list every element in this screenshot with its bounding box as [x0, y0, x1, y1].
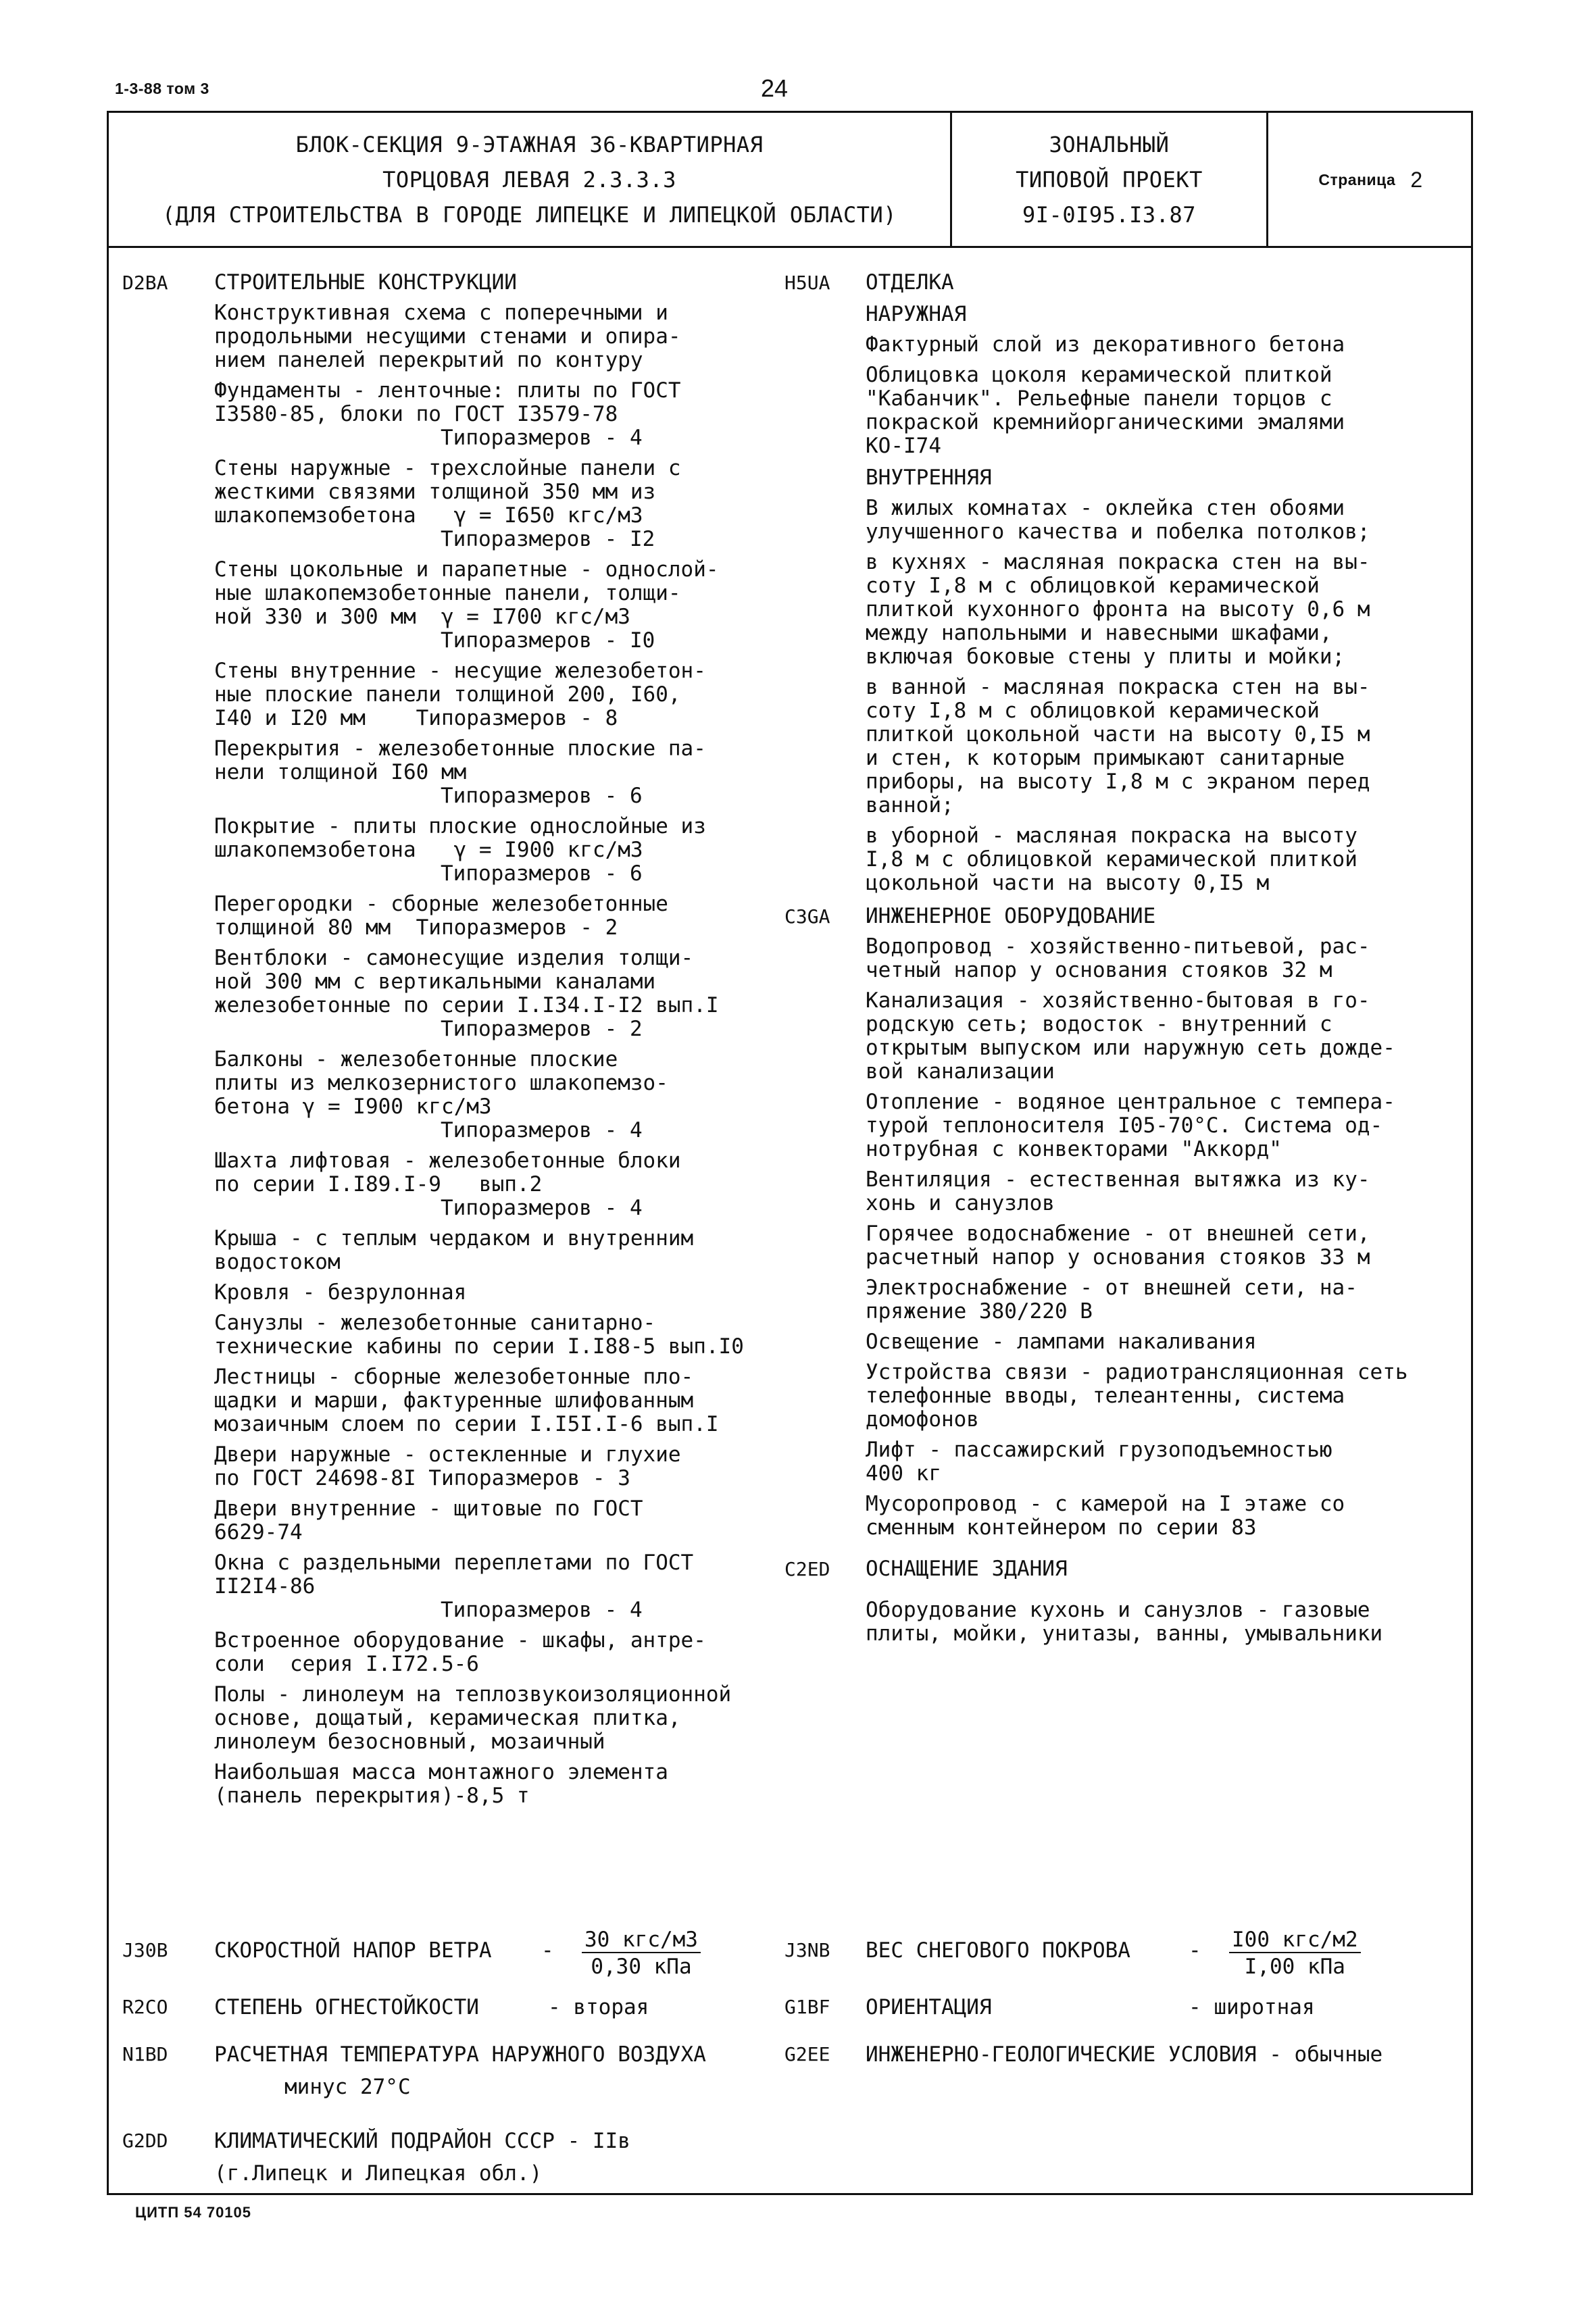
text-line: Отопление - водяное центральное с темпера-: [866, 1090, 1395, 1114]
text-line: Электроснабжение - от внешней сети, на-: [866, 1276, 1357, 1300]
param-code: G1BF: [784, 1996, 830, 2018]
sheet-label: Страница: [1318, 170, 1396, 188]
project-designation: [952, 113, 1268, 246]
text-line: Стены внутренние - несущие железобетон-: [214, 659, 706, 683]
text-line: плиты из мелкозернистого шлакопемзо-: [214, 1071, 668, 1095]
text-line: Двери внутренние - щитовые по ГОСТ: [214, 1496, 643, 1521]
text-line: Конструктивная схема с поперечными и: [214, 301, 668, 325]
text-item: [866, 1361, 1474, 1432]
text-line: расчетный напор у основания стояков 33 м: [866, 1245, 1370, 1269]
text-item: [214, 815, 791, 886]
text-item: [214, 892, 791, 940]
text-line: Встроенное оборудование - шкафы, антре-: [214, 1628, 706, 1653]
outer-finish-items: [778, 333, 1474, 458]
param-code: J3NB: [784, 1939, 830, 1961]
text-item: [866, 935, 1474, 982]
project-line: ЗОНАЛЬНЫЙ: [1049, 131, 1170, 157]
param-dash: -: [541, 1938, 554, 1963]
text-line: Перекрытия - железобетонные плоские па-: [214, 736, 706, 761]
text-line: включая боковые стены у плиты и мойки;: [866, 645, 1345, 669]
sheet-value: 2: [1410, 167, 1423, 192]
inner-finish-items: [778, 497, 1474, 895]
section-code: H5UA: [784, 272, 830, 294]
text-line: Крыша - с теплым чердаком и внутренним: [214, 1226, 694, 1251]
param-denominator: I,00 кПа: [1244, 1955, 1345, 1979]
sheet-number: [1268, 113, 1473, 246]
param-label: ОРИЕНТАЦИЯ: [866, 1995, 992, 2019]
text-line: между напольными и навесными шкафами,: [866, 621, 1332, 645]
text-line: Оборудование кухонь и санузлов - газовые: [866, 1598, 1370, 1622]
text-line: Водопровод - хозяйственно-питьевой, рас-: [866, 934, 1370, 959]
param-value: минус 27°С: [284, 2075, 411, 2099]
text-line: в ванной - масляная покраска стен на вы-: [866, 675, 1370, 699]
text-line: ванной;: [866, 793, 954, 818]
text-line: Освещение - лампами накаливания: [866, 1330, 1257, 1354]
text-item: [866, 676, 1474, 818]
text-line: вой канализации: [866, 1059, 1055, 1084]
text-item: [214, 659, 791, 730]
engineering-items: [778, 935, 1474, 1540]
subsection-inner: ВНУТРЕННЯЯ: [866, 466, 992, 490]
text-line: телефонные вводы, телеантенны, система: [866, 1384, 1345, 1408]
text-line: пряжение 380/220 В: [866, 1299, 1093, 1324]
section-equipment: [778, 1557, 1474, 1646]
text-line: I40 и I20 мм Типоразмеров - 8: [214, 706, 618, 730]
text-line: Лестницы - сборные железобетонные пло-: [214, 1365, 694, 1389]
text-line: жесткими связями толщиной 350 мм из: [214, 480, 656, 504]
text-line: Вентиляция - естественная вытяжка из ку-: [866, 1167, 1370, 1192]
text-line: Лифт - пассажирский грузоподъемностью: [866, 1438, 1332, 1462]
section-title: ОСНАЩЕНИЕ ЗДАНИЯ: [866, 1557, 1068, 1581]
text-item: [214, 1149, 791, 1220]
text-line: открытым выпуском или наружную сеть дожде-: [866, 1036, 1395, 1060]
param-label: КЛИМАТИЧЕСКИЙ ПОДРАЙОН СССР - IIв: [214, 2129, 630, 2153]
text-item: [214, 1443, 791, 1490]
text-line: толщиной 80 мм Типоразмеров - 2: [214, 915, 618, 940]
text-line: линолеум безосновный, мозаичный: [214, 1730, 605, 1754]
text-line: в кухнях - масляная покраска стен на вы-: [866, 550, 1370, 574]
section-title: ОТДЕЛКА: [866, 270, 954, 295]
text-line: нием панелей перекрытий по контуру: [214, 348, 643, 372]
drawing-frame: [107, 111, 1473, 2195]
text-item: [866, 1330, 1474, 1354]
text-line: Мусоропровод - с камерой на I этаже со: [866, 1492, 1345, 1516]
text-line: покраской кремнийорганическими эмалями: [866, 410, 1345, 434]
text-line: Окна с раздельными переплетами по ГОСТ: [214, 1551, 694, 1575]
text-item: [214, 1551, 791, 1622]
text-line: Шахта лифтовая - железобетонные блоки: [214, 1149, 681, 1173]
param-label: ИНЖЕНЕРНО-ГЕОЛОГИЧЕСКИЕ УСЛОВИЯ - обычные: [866, 2042, 1383, 2067]
text-line: Двери наружные - остекленные и глухие: [214, 1442, 681, 1467]
text-line: ные шлакопемзобетонные панели, толщи-: [214, 581, 681, 605]
param-label: СТЕПЕНЬ ОГНЕСТОЙКОСТИ: [214, 1995, 479, 2019]
text-item: [866, 1492, 1474, 1540]
text-line: Санузлы - железобетонные санитарно-: [214, 1311, 656, 1335]
subsection-outer: НАРУЖНАЯ: [866, 302, 967, 326]
text-line: и стен, к которым примыкают санитарные: [866, 746, 1345, 770]
text-line: ной 330 и 300 мм γ = I700 кгс/м3: [214, 605, 630, 629]
text-item: [866, 497, 1474, 544]
text-item: [866, 1090, 1474, 1161]
text-line: Кровля - безрулонная: [214, 1280, 467, 1305]
text-item: [214, 1227, 791, 1274]
text-line: соли серия I.I72.5-6: [214, 1652, 479, 1676]
param-code: G2EE: [784, 2043, 830, 2065]
text-line: родскую сеть; водосток - внутренний с: [866, 1012, 1332, 1036]
type-count: Типоразмеров - I2: [441, 527, 655, 551]
type-count: Типоразмеров - 2: [441, 1017, 643, 1041]
section-code: D2BA: [122, 272, 168, 294]
text-line: четный напор у основания стояков 32 м: [866, 958, 1332, 982]
text-item: [866, 1599, 1474, 1646]
right-column: [778, 271, 1474, 1651]
text-item: [214, 947, 791, 1041]
text-line: Фактурный слой из декоративного бетона: [866, 332, 1345, 357]
text-line: Фундаменты - ленточные: плиты по ГОСТ: [214, 378, 681, 403]
text-line: Вентблоки - самонесущие изделия толщи-: [214, 946, 694, 970]
text-line: ной 300 мм с вертикальными каналами: [214, 970, 656, 994]
text-line: продольными несущими стенами и опира-: [214, 324, 681, 349]
param-fraction: [582, 1928, 701, 1979]
text-line: "Кабанчик". Рельефные панели торцов с: [866, 386, 1332, 411]
param-denominator: 0,30 кПа: [591, 1955, 692, 1979]
text-item: [866, 1438, 1474, 1486]
type-count: Типоразмеров - I0: [441, 628, 655, 653]
text-line: плиты, мойки, унитазы, ванны, умывальники: [866, 1621, 1383, 1646]
type-count: Типоразмеров - 6: [441, 784, 643, 808]
title-line: (ДЛЯ СТРОИТЕЛЬСТВА В ГОРОДЕ ЛИПЕЦКЕ И ЛИПЕЦКОЙ ОБЛАСТИ): [161, 201, 897, 228]
document-title: [109, 113, 952, 246]
text-line: цокольной части на высоту 0,I5 м: [866, 871, 1270, 895]
section-title: ИНЖЕНЕРНОЕ ОБОРУДОВАНИЕ: [866, 904, 1156, 928]
title-line: БЛОК-СЕКЦИЯ 9-ЭТАЖНАЯ 36-КВАРТИРНАЯ: [295, 131, 764, 157]
text-line: Покрытие - плиты плоские однослойные из: [214, 814, 706, 838]
text-line: сменным контейнером по серии 83: [866, 1515, 1257, 1540]
text-item: [214, 1311, 791, 1359]
text-line: Стены цокольные и парапетные - однослой-: [214, 557, 719, 582]
text-line: I,8 м с облицовкой керамической плиткой: [866, 847, 1357, 872]
text-item: [214, 1365, 791, 1436]
text-item: [214, 558, 791, 653]
text-line: соту I,8 м с облицовкой керамической: [866, 574, 1320, 598]
text-line: В жилых комнатах - оклейка стен обоями: [866, 496, 1345, 520]
section-code: C2ED: [784, 1558, 830, 1580]
equipment-items: [778, 1599, 1474, 1646]
text-item: [866, 1222, 1474, 1269]
text-item: [866, 363, 1474, 458]
text-line: железобетонные по серии I.I34.I-I2 вып.I: [214, 993, 719, 1017]
text-item: [866, 333, 1474, 357]
text-item: [866, 1168, 1474, 1215]
section-engineering: [778, 905, 1474, 1540]
param-value: (г.Липецк и Липецкая обл.): [214, 2161, 543, 2186]
text-line: по серии I.I89.I-9 вып.2: [214, 1172, 543, 1197]
text-line: бетона γ = I900 кгс/м3: [214, 1095, 492, 1119]
text-line: щадки и марши, фактуренные шлифованным: [214, 1388, 694, 1413]
text-line: турой теплоносителя I05-70°С. Система од-: [866, 1113, 1383, 1138]
text-item: [866, 824, 1474, 895]
param-value: - широтная: [1189, 1995, 1315, 2019]
text-line: ные плоские панели толщиной 200, I60,: [214, 682, 681, 707]
document-reference: 1-3-88 том 3: [115, 80, 209, 97]
param-code: N1BD: [122, 2043, 168, 2065]
text-line: нели толщиной I60 мм: [214, 760, 467, 784]
text-line: Облицовка цоколя керамической плиткой: [866, 363, 1332, 387]
project-line: ТИПОВОЙ ПРОЕКТ: [1016, 166, 1203, 193]
text-item: [214, 1683, 791, 1754]
text-item: [214, 457, 791, 551]
text-line: домофонов: [866, 1407, 979, 1432]
param-value: - вторая: [548, 1995, 649, 2019]
text-line: основе, дощатый, керамическая плитка,: [214, 1706, 681, 1730]
page-number: 24: [761, 74, 789, 102]
text-line: Стены наружные - трехслойные панели с: [214, 456, 681, 480]
param-numerator: 30 кгс/м3: [582, 1928, 701, 1953]
text-line: Канализация - хозяйственно-бытовая в го-: [866, 988, 1370, 1013]
text-item: [214, 1281, 791, 1305]
text-item: [214, 1497, 791, 1544]
text-line: Наибольшая масса монтажного элемента: [214, 1760, 668, 1784]
type-count: Типоразмеров - 6: [441, 861, 643, 886]
text-item: [214, 737, 791, 808]
param-dash: -: [1189, 1938, 1201, 1963]
param-numerator: I00 кгс/м2: [1229, 1928, 1361, 1953]
text-item: [214, 1629, 791, 1676]
text-line: хонь и санузлов: [866, 1191, 1055, 1215]
project-line: 9I-0I95.I3.87: [1022, 201, 1196, 228]
text-item: [214, 301, 791, 372]
param-code: G2DD: [122, 2130, 168, 2152]
param-wind: [109, 1928, 784, 1988]
text-line: плиткой кухонного фронта на высоту 0,6 м: [866, 597, 1370, 622]
text-line: приборы, на высоту I,8 м с экраном перед: [866, 770, 1370, 794]
text-line: Горячее водоснабжение - от внешней сети,: [866, 1222, 1370, 1246]
structure-items: [109, 301, 791, 1808]
text-line: 6629-74: [214, 1520, 303, 1544]
section-structures: [109, 271, 791, 1808]
text-line: мозаичным слоем по серии I.I5I.I-6 вып.I: [214, 1412, 719, 1436]
text-line: шлакопемзобетона γ = I650 кгс/м3: [214, 503, 643, 528]
section-finish: [778, 271, 1474, 895]
param-label: СКОРОСТНОЙ НАПОР ВЕТРА: [214, 1938, 492, 1963]
param-label: РАСЧЕТНАЯ ТЕМПЕРАТУРА НАРУЖНОГО ВОЗДУХА: [214, 2042, 706, 2067]
text-line: в уборной - масляная покраска на высоту: [866, 824, 1357, 848]
param-code: R2CO: [122, 1996, 168, 2018]
param-code: J30B: [122, 1939, 168, 1961]
type-count: Типоразмеров - 4: [441, 426, 643, 450]
text-line: Перегородки - сборные железобетонные: [214, 892, 668, 916]
type-count: Типоразмеров - 4: [441, 1118, 643, 1142]
param-fraction: [1229, 1928, 1361, 1979]
text-item: [214, 1761, 791, 1808]
text-line: соту I,8 м с облицовкой керамической: [866, 699, 1320, 723]
text-item: [866, 551, 1474, 669]
text-line: I3580-85, блоки по ГОСТ I3579-78: [214, 402, 618, 426]
text-line: шлакопемзобетона γ = I900 кгс/м3: [214, 838, 643, 862]
text-line: КО-I74: [866, 434, 941, 458]
text-line: (панель перекрытия)-8,5 т: [214, 1784, 530, 1808]
param-label: ВЕС СНЕГОВОГО ПОКРОВА: [866, 1938, 1130, 1963]
print-stamp: ЦИТП 54 70105: [135, 2204, 252, 2221]
text-line: II2I4-86: [214, 1574, 316, 1599]
text-item: [866, 1276, 1474, 1324]
type-count: Типоразмеров - 4: [441, 1598, 643, 1622]
title-line: ТОРЦОВАЯ ЛЕВАЯ 2.3.3.3: [382, 166, 676, 193]
text-line: технические кабины по серии I.I88-5 вып.I0: [214, 1334, 744, 1359]
text-item: [214, 1048, 791, 1142]
text-item: [866, 989, 1474, 1084]
text-line: плиткой цокольной части на высоту 0,I5 м: [866, 722, 1370, 747]
type-count: Типоразмеров - 4: [441, 1196, 643, 1220]
text-line: по ГОСТ 24698-8I Типоразмеров - 3: [214, 1466, 630, 1490]
param-snow: [778, 1928, 1474, 1988]
text-line: водостоком: [214, 1250, 341, 1274]
text-line: улучшенного качества и побелка потолков;: [866, 520, 1370, 544]
section-title: СТРОИТЕЛЬНЫЕ КОНСТРУКЦИИ: [214, 270, 517, 295]
title-block: [109, 113, 1471, 248]
left-column: [109, 271, 791, 1813]
text-line: Балконы - железобетонные плоские: [214, 1047, 618, 1072]
text-item: [214, 379, 791, 450]
text-line: Устройства связи - радиотрансляционная сеть: [866, 1360, 1408, 1384]
text-line: Полы - линолеум на теплозвукоизоляционной: [214, 1682, 732, 1707]
text-line: нотрубная с конвекторами "Аккорд": [866, 1137, 1282, 1161]
section-code: C3GA: [784, 905, 830, 928]
text-line: 400 кг: [866, 1461, 941, 1486]
